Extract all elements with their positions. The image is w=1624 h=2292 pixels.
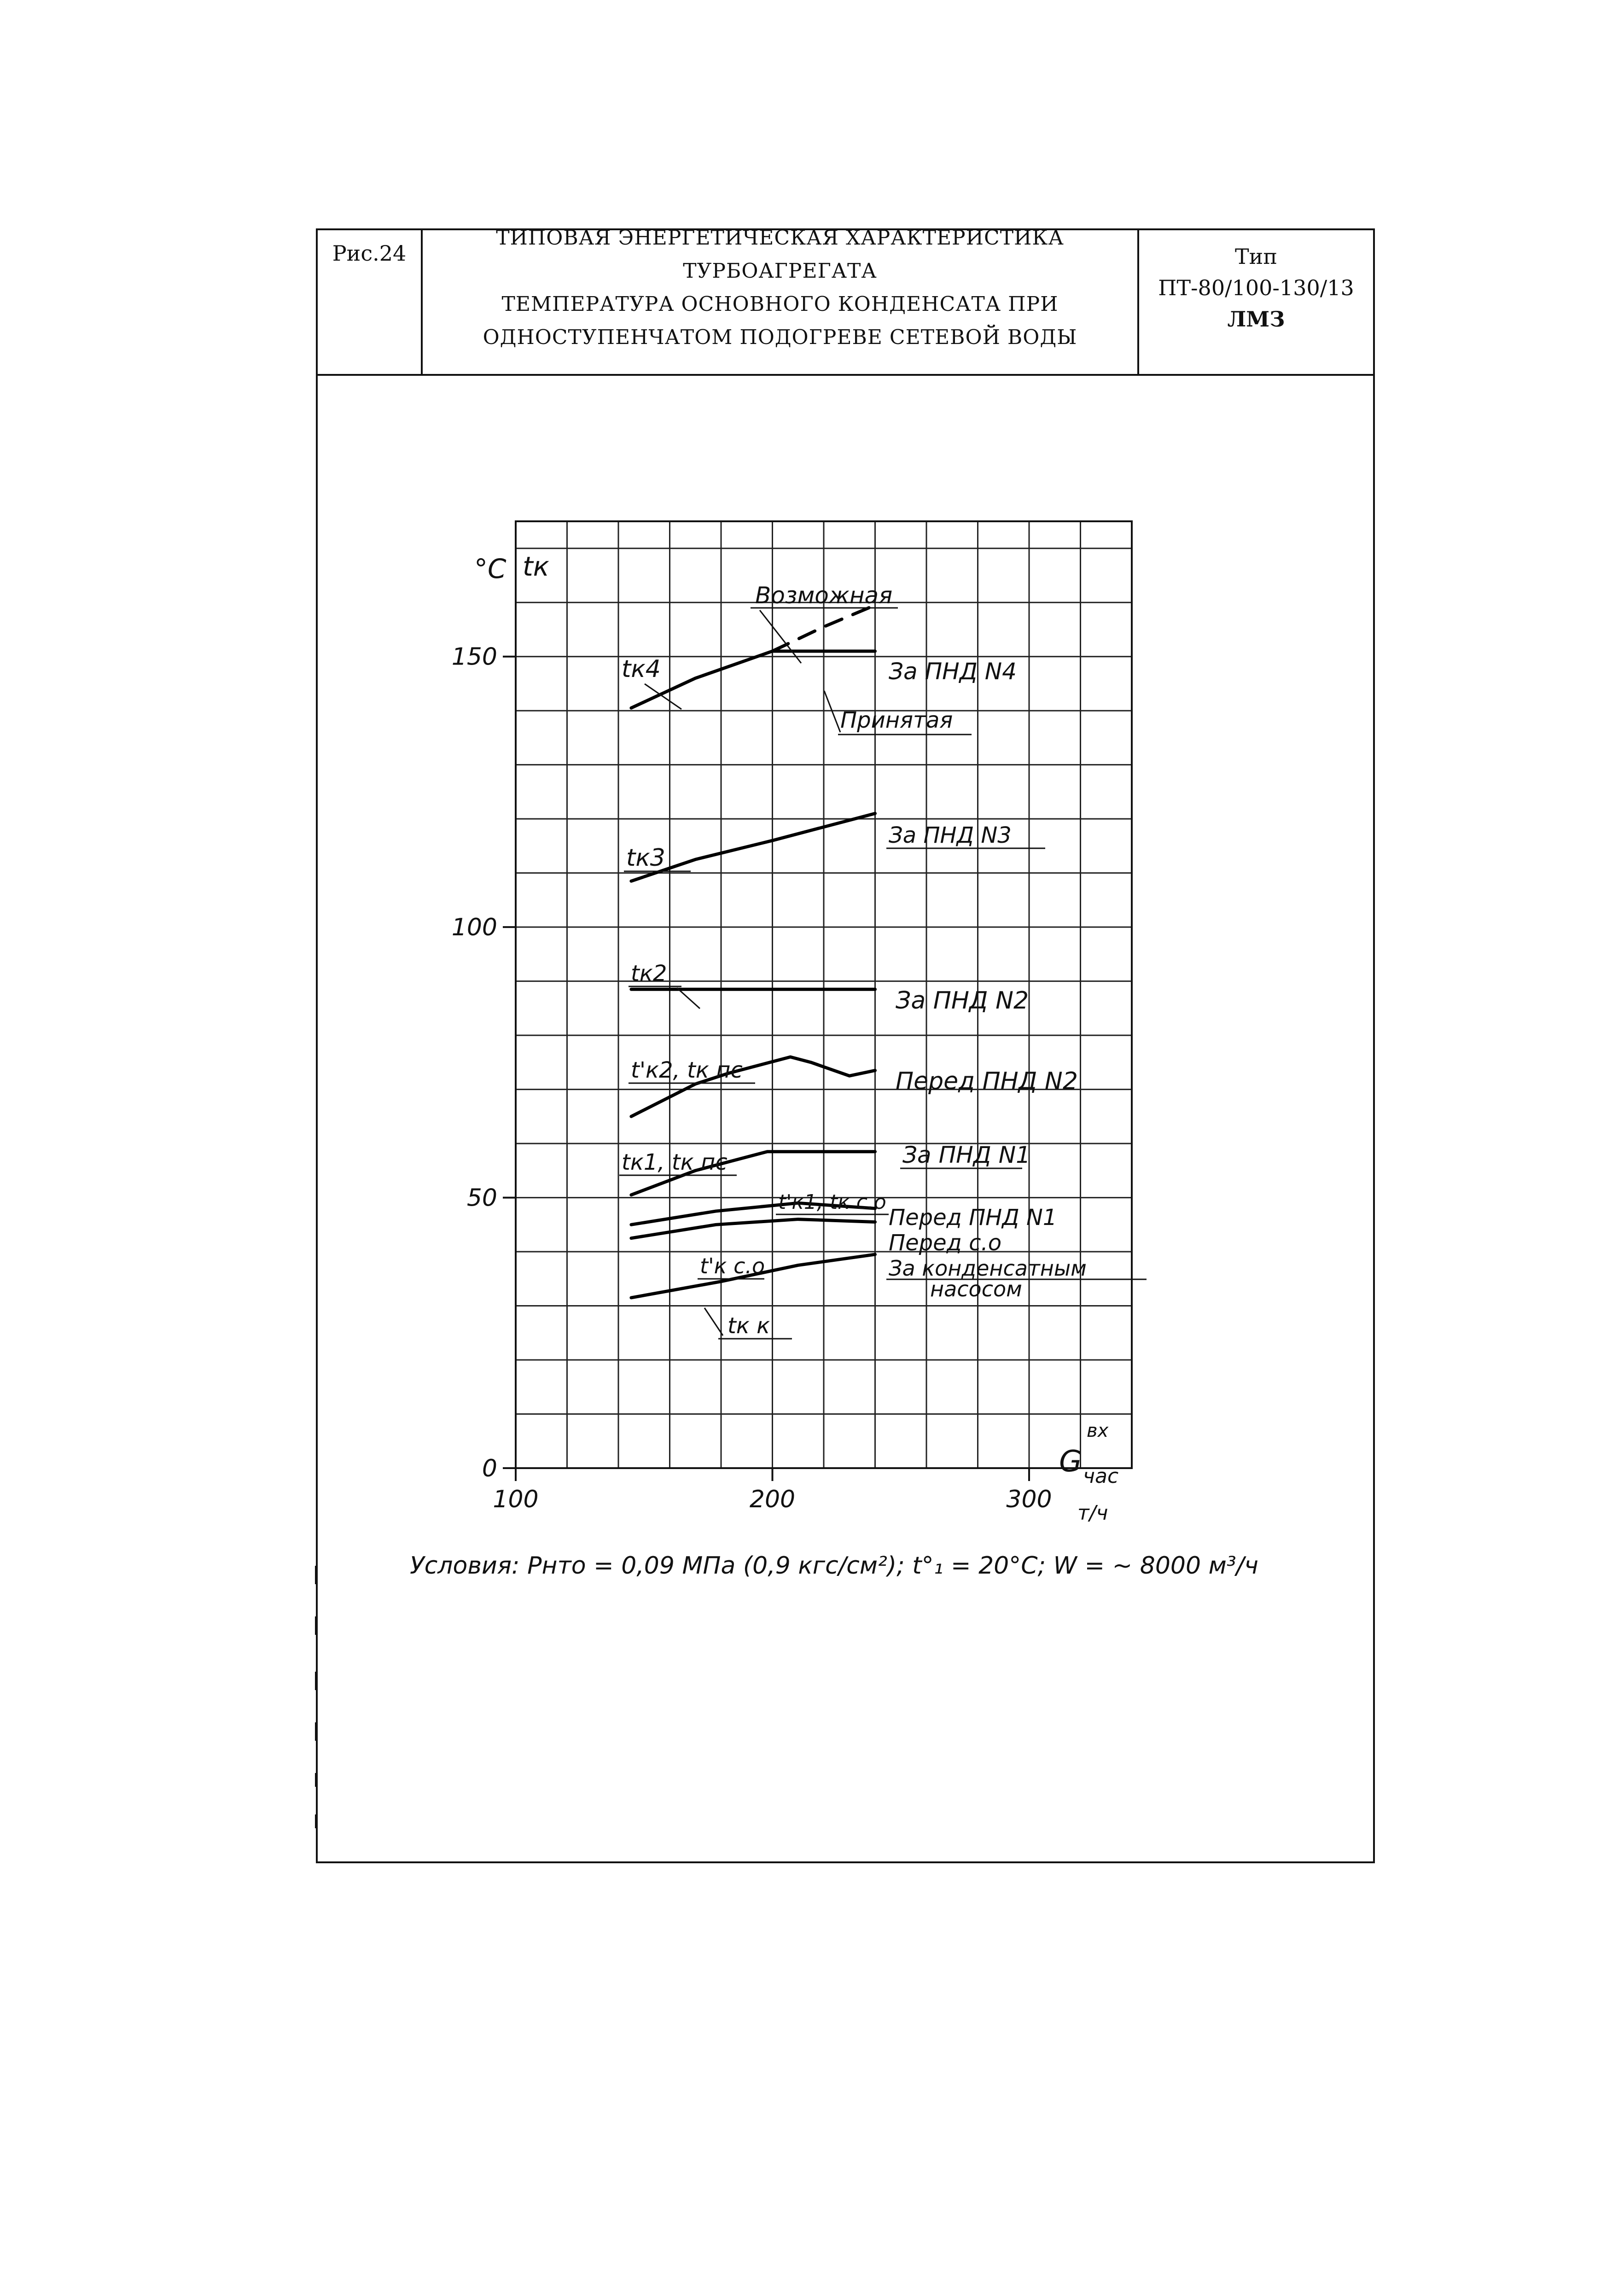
annot-za-pnd1: За ПНД N1 <box>902 1142 1030 1168</box>
annot-tk1p: t'к1, tк с.о <box>778 1190 886 1214</box>
title-line-1: ТИПОВАЯ ЭНЕРГЕТИЧЕСКАЯ ХАРАКТЕРИСТИКА ТУРБОАГРЕГАТА <box>496 226 1064 283</box>
annot-tkk: tк к <box>728 1313 770 1339</box>
x-tick-label-300: 300 <box>1006 1486 1052 1513</box>
annot-pered-pnd2: Перед ПНД N2 <box>896 1067 1078 1095</box>
annot-prin-leader <box>824 691 840 732</box>
y-unit-label: °C <box>474 553 506 584</box>
type-value: ПТ-80/100-130/13 <box>1158 275 1354 300</box>
annot-za-kondensatnym: За конденсатным <box>889 1256 1087 1281</box>
y-tick-label-50: 50 <box>466 1184 497 1212</box>
annot-tkk-leader <box>704 1308 723 1336</box>
y-tick-label-150: 150 <box>451 643 497 671</box>
annot-tk4: tк4 <box>622 655 661 683</box>
annot-tk3: tк3 <box>626 844 665 872</box>
plant-label: ЛМЗ <box>1227 307 1285 332</box>
conditions-caption: Условия: Pнто = 0,09 МПа (0,9 кгс/см²); t°₁ = 20°C; W = ~ 8000 м³/ч <box>410 1552 1258 1580</box>
series-line-7 <box>631 1219 875 1238</box>
x-axis-label-sub: час <box>1083 1464 1119 1488</box>
figure-label-text: Рис.24 <box>332 241 407 266</box>
annot-tk2p: t'к2, tк пс <box>631 1057 743 1083</box>
annot-pered-pnd1: Перед ПНД N1 <box>889 1205 1057 1231</box>
annot-za-pnd4: За ПНД N4 <box>889 658 1017 685</box>
y-axis-label: tк <box>523 551 549 582</box>
annot-vozmozhnaya: Возможная <box>755 582 893 609</box>
x-tick-label-100: 100 <box>493 1486 539 1513</box>
x-axis-label-sup: вх <box>1087 1420 1109 1441</box>
type-label: Тип <box>1235 244 1277 269</box>
y-tick-label-100: 100 <box>451 914 497 942</box>
x-unit-label: т/ч <box>1077 1501 1108 1525</box>
x-tick-label-200: 200 <box>749 1486 796 1513</box>
annot-prinyataya: Принятая <box>840 707 953 733</box>
annot-tkso: t'к с.о <box>700 1254 765 1278</box>
annot-nasosom: насосом <box>930 1277 1022 1301</box>
annot-vozm-leader <box>760 610 801 663</box>
annot-pered-so: Перед с.о <box>889 1230 1002 1256</box>
chart-grid <box>516 521 1132 1468</box>
annot-za-pnd2: За ПНД N2 <box>896 987 1029 1015</box>
annot-tk1: tк1, tк пс <box>622 1149 728 1175</box>
title-line-2: ТЕМПЕРАТУРА ОСНОВНОГО КОНДЕНСАТА ПРИ <box>501 292 1059 316</box>
x-axis-label: G <box>1059 1445 1082 1479</box>
annot-tk2: tк2 <box>631 961 667 986</box>
y-tick-label-0: 0 <box>482 1455 497 1482</box>
annot-za-pnd3: За ПНД N3 <box>889 822 1012 848</box>
title-line-3: ОДНОСТУПЕНЧАТОМ ПОДОГРЕВЕ СЕТЕВОЙ ВОДЫ <box>483 326 1077 349</box>
